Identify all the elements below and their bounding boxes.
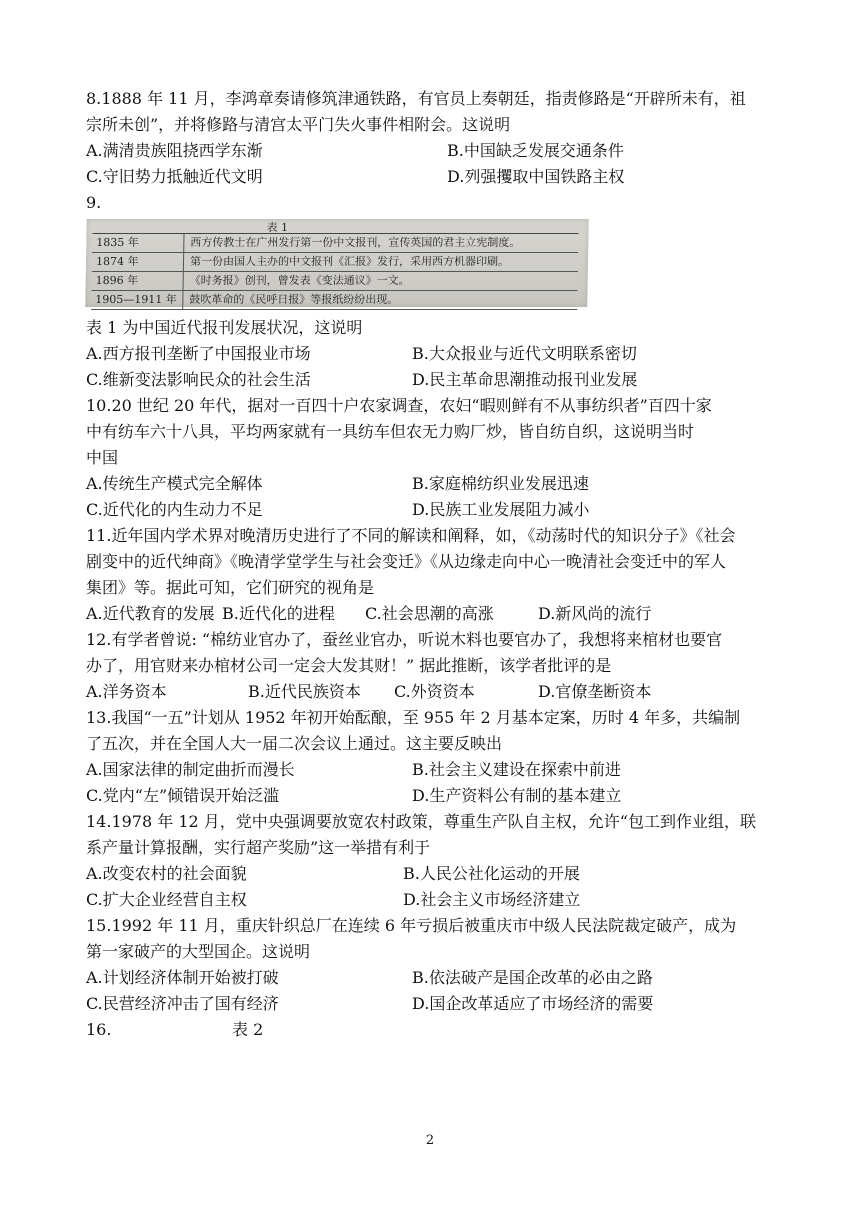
question-stem: 集团》等。据此可知，它们研究的视角是: [86, 578, 375, 597]
page-number: 2: [425, 1133, 435, 1148]
table-1-photo: [85, 219, 589, 307]
option-b: B.近代民族资本: [248, 682, 361, 701]
table-row: [92, 253, 578, 272]
question-stem: 8.1888 年 11 月，李鸿章奏请修筑津通铁路，有官员上奏朝廷，指责修路是“开辟所未有，祖: [86, 89, 746, 108]
question-stem: 15.1992 年 11 月，重庆针织总厂在连续 6 年亏损后被重庆市中级人民法院裁定破产，成为: [86, 916, 737, 935]
option-a: A.改变农村的社会面貌: [86, 864, 247, 883]
option-b: B.依法破产是国企改革的必由之路: [412, 968, 653, 987]
option-a: A.计划经济体制开始被打破: [86, 968, 279, 987]
option-a: A.传统生产模式完全解体: [86, 474, 263, 493]
question-stem: 中有纺车六十八具，平均两家就有一具纺车但农无力购厂炒，皆自纺自织，这说明当时: [86, 422, 695, 441]
question-stem: 中国: [86, 448, 119, 467]
question-stem: 14.1978 年 12 月，党中央强调要放宽农村政策，尊重生产队自主权，允许“包工到作业组，联: [86, 812, 756, 831]
question-16: [86, 1017, 786, 1043]
option-c: C.守旧势力抵触近代文明: [86, 167, 263, 186]
question-stem: 剧变中的近代绅商》《晚清学堂学生与社会变迁》《从边缘走向中心一晚清社会变迁中的军人: [86, 552, 727, 571]
question-stem: 第一家破产的大型国企。这说明: [86, 942, 311, 961]
option-b: B.近代化的进程: [222, 604, 335, 623]
table-event-cell: 第一份由国人主办的中文报刊《汇报》发行，采用西方机器印刷。: [189, 255, 510, 268]
question-14: [86, 809, 786, 913]
table-grid: [91, 233, 578, 310]
table-row: [91, 291, 577, 310]
option-c: C.扩大企业经营自主权: [86, 890, 247, 909]
option-c: C.民营经济冲击了国有经济: [86, 994, 279, 1013]
option-c: C.维新变法影响民众的社会生活: [86, 370, 311, 389]
option-b: B.社会主义建设在探索中前进: [412, 760, 621, 779]
option-d: D.民族工业发展阻力减小: [412, 500, 590, 519]
option-d: D.国企改革适应了市场经济的需要: [412, 994, 654, 1013]
option-a: A.洋务资本: [86, 682, 167, 701]
question-stem: 表 1 为中国近代报刊发展状况，这说明: [86, 318, 363, 337]
question-15: [86, 913, 786, 1017]
option-d: D.社会主义市场经济建立: [403, 890, 581, 909]
option-b: B.人民公社化运动的开展: [403, 864, 580, 883]
question-10: [86, 393, 786, 523]
question-stem: 10.20 世纪 20 年代，据对一百四十户农家调查，农妇“暇则鲜有不从事纺织者”百四十家: [86, 396, 712, 415]
question-12: [86, 627, 786, 705]
table-event-cell: 西方传教士在广州发行第一份中文报刊，宣传英国的君主立宪制度。: [190, 236, 521, 249]
option-a: A.国家法律的制定曲折而漫长: [86, 760, 295, 779]
option-c: C.社会思潮的高涨: [365, 604, 494, 623]
option-b: B.中国缺乏发展交通条件: [447, 141, 624, 160]
option-c: C.党内“左”倾错误开始泛滥: [86, 786, 280, 805]
exam-page: [86, 86, 786, 1043]
question-stem: 宗所未创”，并将修路与清宫太平门失火事件相附会。这说明: [86, 115, 511, 134]
table-caption: 表 2: [232, 1020, 264, 1039]
question-stem: 系产量计算报酬，实行超产奖励”这一举措有利于: [86, 838, 431, 857]
option-b: B.家庭棉纺织业发展迅速: [412, 474, 589, 493]
option-d: D.官僚垄断资本: [538, 682, 652, 701]
table-row: [92, 234, 578, 253]
option-a: A.西方报刊垄断了中国报业市场: [86, 344, 311, 363]
question-stem: 办了，用官财来办棺材公司一定会大发其财！” 据此推断，该学者批评的是: [86, 656, 612, 675]
option-c: C.近代化的内生动力不足: [86, 500, 263, 519]
table-year-cell: 1835 年: [92, 234, 184, 252]
table-event-cell: 《时务报》创刊，曾发表《变法通议》一文。: [189, 274, 410, 287]
option-d: D.生产资料公有制的基本建立: [412, 786, 622, 805]
option-d: D.新风尚的流行: [538, 604, 652, 623]
table-year-cell: 1896 年: [92, 272, 184, 290]
table-row: [92, 272, 578, 291]
option-b: B.大众报业与近代文明联系密切: [412, 344, 637, 363]
question-stem: 13.我国“一五”计划从 1952 年初开始酝酿，至 955 年 2 月基本定案，历时 4 年多，共编制: [86, 708, 741, 727]
table-event-cell: 鼓吹革命的《民呼日报》等报纸纷纷出现。: [189, 293, 399, 306]
question-stem: 了五次，并在全国人大一届二次会议上通过。这主要反映出: [86, 734, 503, 753]
table-year-cell: 1905—1911 年: [91, 291, 183, 309]
question-stem: 11.近年国内学术界对晚清历史进行了不同的解读和阐释，如，《动荡时代的知识分子》《社会: [86, 526, 736, 545]
table-year-cell: 1874 年: [92, 253, 184, 271]
question-13: [86, 705, 786, 809]
option-c: C.外资资本: [394, 682, 475, 701]
question-9: [86, 190, 786, 393]
question-stem: 12.有学者曾说: “棉纺业官办了，蚕丝业官办，听说木料也要官办了，我想将来棺材也要官: [86, 630, 723, 649]
option-d: D.民主革命思潮推动报刊业发展: [412, 370, 638, 389]
option-a: A.满清贵族阻挠西学东渐: [86, 141, 263, 160]
question-11: [86, 523, 786, 627]
question-8: [86, 86, 786, 190]
option-d: D.列强攫取中国铁路主权: [447, 167, 625, 186]
question-number: 16.: [86, 1020, 112, 1039]
option-a: A.近代教育的发展: [86, 604, 215, 623]
table-caption: 表 1: [266, 221, 289, 234]
question-number: 9.: [86, 193, 102, 212]
